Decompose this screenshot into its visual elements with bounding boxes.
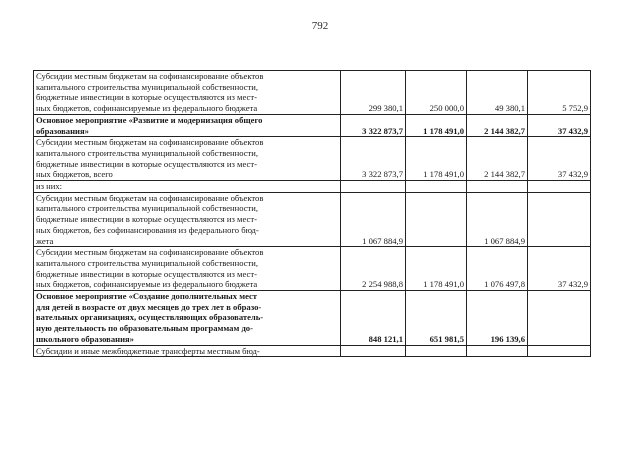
amount-cell-2: 651 981,5 [406,291,467,346]
description-line: жета [36,235,54,246]
amount-cell-1: 3 322 873,7 [341,114,406,136]
description-line: ных бюджетов, софинансируемые из федерального бюджета [36,279,258,290]
amount-cell-3: 49 380,1 [467,71,528,115]
amount-cell-2: 1 178 491,0 [406,247,467,291]
amount-cell-2 [406,345,467,357]
description-line: школьного образования» [36,333,134,344]
description-line: Субсидии местным бюджетам на софинансирование объектов [36,247,264,258]
table-row [34,137,591,181]
amount-cell-2: 1 178 491,0 [406,114,467,136]
row-description [34,345,341,357]
amount-cell-3 [467,181,528,193]
amount-cell-4 [528,291,591,346]
amount-cell-2 [406,181,467,193]
table-row [34,291,591,346]
description-line: бюджетные инвестиции в которые осуществляются из мест- [36,92,257,103]
amount-cell-2 [406,192,467,247]
page-number: 792 [311,20,329,32]
description-line: капитального строительства муниципальной собственности, [36,257,259,268]
amount-cell-1 [341,181,406,193]
description-line: бюджетные инвестиции в которые осуществляются из мест- [36,158,257,169]
budget-table-body [34,71,591,357]
description-line: вательных организациях, осуществляющих образователь- [36,312,264,323]
amount-cell-1: 2 254 988,8 [341,247,406,291]
amount-cell-2: 250 000,0 [406,71,467,115]
table-row [34,345,591,357]
table-row [34,71,591,115]
row-description [34,114,341,136]
amount-cell-2: 1 178 491,0 [406,137,467,181]
description-line: ную деятельность по образовательным программам до- [36,323,253,334]
amount-cell-4: 37 432,9 [528,137,591,181]
amount-cell-1: 3 322 873,7 [341,137,406,181]
row-description [34,192,341,247]
amount-cell-3 [467,345,528,357]
amount-cell-1 [341,345,406,357]
amount-cell-3: 196 139,6 [467,291,528,346]
description-line: Субсидии местным бюджетам на софинансирование объектов [36,71,264,81]
table-row [34,181,591,193]
description-line: Основное мероприятие «Развитие и модернизация общего [36,114,263,125]
amount-cell-4: 5 752,9 [528,71,591,115]
description-line: ных бюджетов, всего [36,169,113,180]
amount-cell-1: 1 067 884,9 [341,192,406,247]
description-line: Субсидии местным бюджетам на софинансирование объектов [36,192,264,203]
budget-table [33,70,591,357]
row-description [34,137,341,181]
amount-cell-4 [528,181,591,193]
description-line: бюджетные инвестиции в которые осуществляются из мест- [36,214,257,225]
amount-cell-4 [528,192,591,247]
table-row [34,192,591,247]
amount-cell-3: 2 144 382,7 [467,137,528,181]
amount-cell-4 [528,345,591,357]
description-line: для детей в возрасте от двух месяцев до трех лет в образо- [36,301,262,312]
description-line: ных бюджетов, без софинансирования из федерального бюд- [36,224,259,235]
amount-cell-3: 2 144 382,7 [467,114,528,136]
amount-cell-3: 1 076 497,8 [467,247,528,291]
row-description [34,291,341,346]
description-line: ных бюджетов, софинансируемые из федерального бюджета [36,103,258,114]
description-line: капитального строительства муниципальной собственности, [36,203,259,214]
description-line: капитального строительства муниципальной собственности, [36,81,259,92]
table-row [34,114,591,136]
description-line: капитального строительства муниципальной собственности, [36,147,259,158]
description-line: Основное мероприятие «Создание дополнительных мест [36,291,258,302]
amount-cell-1: 848 121,1 [341,291,406,346]
row-description [34,181,341,193]
description-line: из них: [36,181,63,192]
amount-cell-1: 299 380,1 [341,71,406,115]
table-row [34,247,591,291]
amount-cell-4: 37 432,9 [528,114,591,136]
description-line: образования» [36,125,89,136]
amount-cell-4: 37 432,9 [528,247,591,291]
description-line: Субсидии и иные межбюджетные трансферты местным бюд- [36,345,260,356]
amount-cell-3: 1 067 884,9 [467,192,528,247]
row-description [34,71,341,115]
row-description [34,247,341,291]
description-line: бюджетные инвестиции в которые осуществляются из мест- [36,268,257,279]
description-line: Субсидии местным бюджетам на софинансирование объектов [36,137,264,148]
